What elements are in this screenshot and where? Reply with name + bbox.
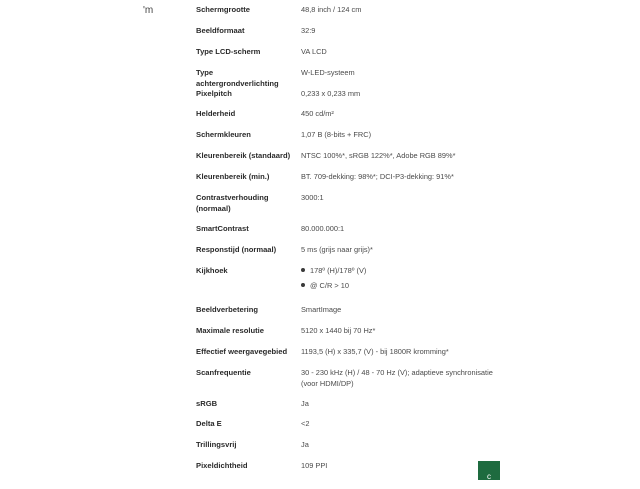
spec-value: 30 - 230 kHz (H) / 48 - 70 Hz (V); adaptieve synchronisatie (voor HDMI/DP) — [301, 368, 493, 388]
spec-label: Pixelpitch — [196, 89, 232, 98]
spec-value: SmartImage — [301, 305, 342, 314]
spec-value — [301, 265, 511, 295]
spec-value: 32:9 — [301, 26, 316, 35]
spec-label: Kijkhoek — [196, 266, 228, 275]
spec-label: Beeldformaat — [196, 26, 245, 35]
spec-value: 3000:1 — [301, 193, 324, 202]
spec-value: Ja — [301, 440, 309, 449]
spec-value: NTSC 100%*, sRGB 122%*, Adobe RGB 89%* — [301, 151, 456, 160]
spec-value: 450 cd/m² — [301, 109, 334, 118]
bullet-item: @ C/R > 10 — [301, 280, 511, 291]
bullet-dot-icon — [301, 283, 305, 287]
spec-value: 109 PPI — [301, 461, 328, 470]
spec-value: 80.000.000:1 — [301, 224, 345, 233]
spec-value: VA LCD — [301, 47, 327, 56]
spec-label: Schermgrootte — [196, 5, 251, 14]
cropped-edge-text: 'm — [143, 5, 154, 16]
spec-label: SmartContrast — [196, 224, 249, 233]
spec-label: Maximale resolutie — [196, 326, 264, 335]
spec-label: Type achtergrondverlichting — [196, 68, 279, 88]
spec-value: Ja — [301, 399, 309, 408]
bullet-item: 178º (H)/178º (V) — [301, 265, 511, 276]
spec-label: Scanfrequentie — [196, 368, 251, 377]
spec-label: Schermkleuren — [196, 130, 251, 139]
spec-value: 1193,5 (H) x 335,7 (V) - bij 1800R kromming* — [301, 347, 449, 356]
spec-label: Delta E — [196, 419, 222, 428]
spec-label: Responstijd (normaal) — [196, 245, 277, 254]
spec-label: Beeldverbetering — [196, 305, 259, 314]
spec-value: <2 — [301, 419, 310, 428]
spec-label: Helderheid — [196, 109, 236, 118]
spec-value: 5120 x 1440 bij 70 Hz* — [301, 326, 376, 335]
spec-value: 0,233 x 0,233 mm — [301, 89, 361, 98]
spec-value: 48,8 inch / 124 cm — [301, 5, 362, 14]
bullet-dot-icon — [301, 268, 305, 272]
spec-value: BT. 709-dekking: 98%*; DCI-P3-dekking: 91%* — [301, 172, 454, 181]
floating-action-button[interactable]: c — [478, 461, 500, 480]
spec-value: 5 ms (grijs naar grijs)* — [301, 245, 373, 254]
spec-label: Type LCD-scherm — [196, 47, 261, 56]
spec-value: W-LED-systeem — [301, 68, 355, 77]
spec-value: 1,07 B (8-bits + FRC) — [301, 130, 372, 139]
spec-label: Trillingsvrij — [196, 440, 237, 449]
spec-label: Contrastverhouding (normaal) — [196, 193, 269, 213]
spec-label: Kleurenbereik (standaard) — [196, 151, 291, 160]
spec-label: sRGB — [196, 399, 218, 408]
spec-label: Kleurenbereik (min.) — [196, 172, 270, 181]
spec-label: Effectief weergavegebied — [196, 347, 288, 356]
spec-label: Pixeldichtheid — [196, 461, 248, 470]
